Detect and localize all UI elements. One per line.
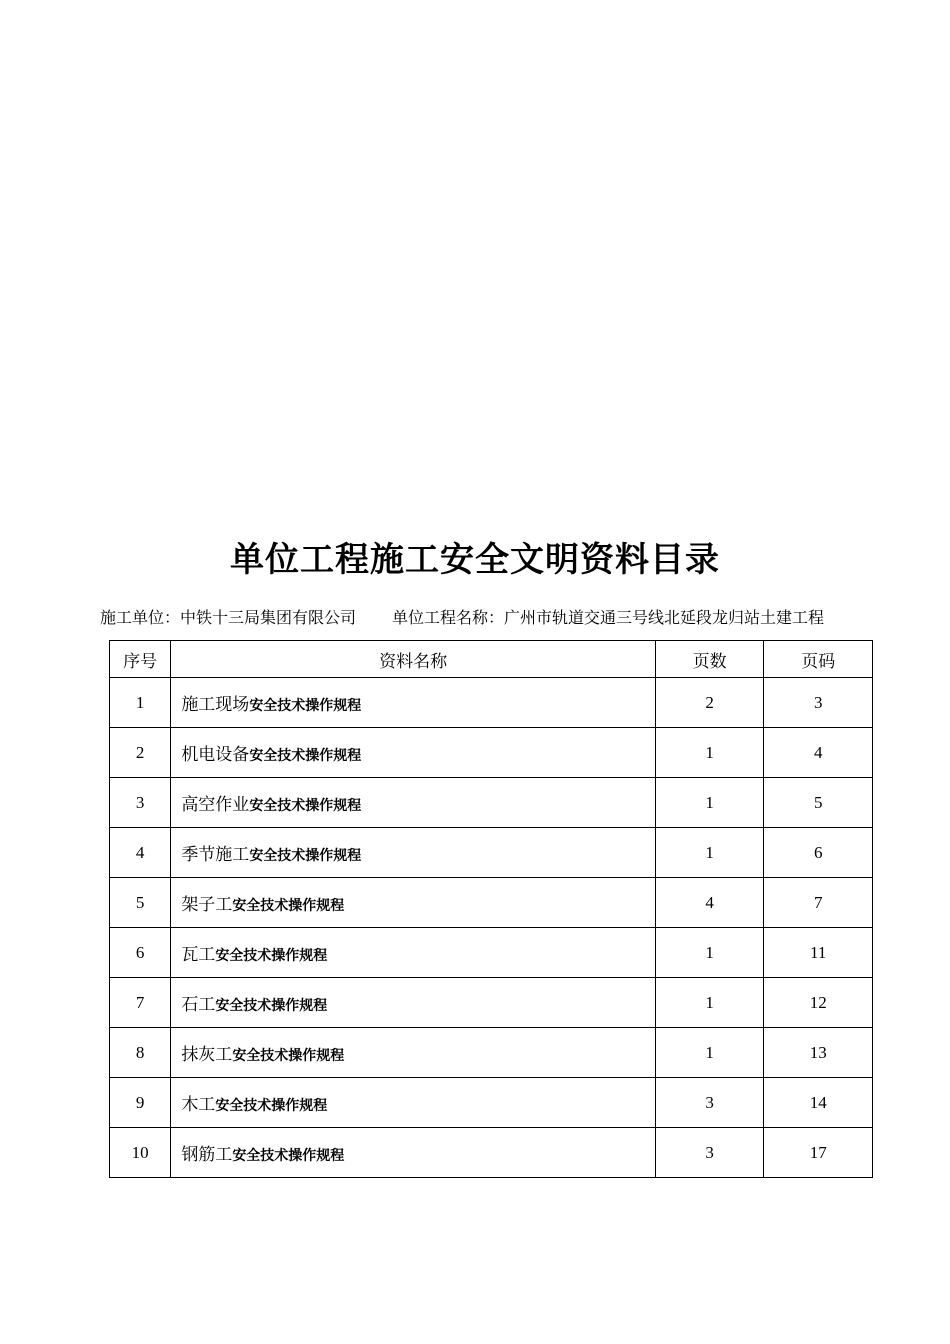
row-number: 3 [110,778,171,828]
document-name-suffix: 安全技术操作规程 [249,848,362,864]
row-page-count: 2 [655,678,764,728]
table-row [110,978,873,1028]
row-page-count: 1 [655,978,764,1028]
row-page-count: 3 [655,1078,764,1128]
table-row [110,828,873,878]
row-page-count: 3 [655,1128,764,1178]
document-name-main: 抹灰工 [181,1045,233,1065]
row-start-page: 3 [764,678,873,728]
row-document-name [171,978,656,1028]
header-number: 序号 [110,641,171,678]
table-row [110,678,873,728]
row-start-page: 12 [764,978,873,1028]
row-number: 9 [110,1078,171,1128]
row-document-name [171,678,656,728]
project-value: 广州市轨道交通三号线北延段龙归站土建工程 [504,608,825,627]
row-number: 5 [110,878,171,928]
row-number: 6 [110,928,171,978]
document-name-suffix: 安全技术操作规程 [249,748,362,764]
header-pages: 页数 [655,641,764,678]
document-name-suffix: 安全技术操作规程 [215,998,328,1014]
header-page-number: 页码 [764,641,873,678]
row-document-name [171,828,656,878]
document-name-suffix: 安全技术操作规程 [232,1048,345,1064]
row-page-count: 4 [655,878,764,928]
document-name-suffix: 安全技术操作规程 [249,798,362,814]
row-page-count: 1 [655,778,764,828]
table-row [110,1028,873,1078]
document-name-main: 季节施工 [181,845,250,865]
table-row [110,728,873,778]
row-start-page: 4 [764,728,873,778]
row-number: 10 [110,1128,171,1178]
row-start-page: 7 [764,878,873,928]
row-start-page: 13 [764,1028,873,1078]
document-name-main: 施工现场 [181,695,250,715]
document-name-main: 石工 [181,995,216,1015]
document-name-main: 架子工 [181,895,233,915]
row-document-name [171,728,656,778]
document-name-main: 高空作业 [181,795,250,815]
row-number: 4 [110,828,171,878]
row-number: 8 [110,1028,171,1078]
row-page-count: 1 [655,828,764,878]
row-document-name [171,878,656,928]
table-row [110,778,873,828]
document-name-main: 钢筋工 [181,1145,233,1165]
document-name-suffix: 安全技术操作规程 [215,948,328,964]
row-page-count: 1 [655,928,764,978]
table-row [110,1128,873,1178]
row-start-page: 17 [764,1128,873,1178]
row-document-name [171,1078,656,1128]
row-page-count: 1 [655,1028,764,1078]
document-name-suffix: 安全技术操作规程 [232,1148,345,1164]
document-name-suffix: 安全技术操作规程 [232,898,345,914]
row-number: 7 [110,978,171,1028]
table-body [110,678,873,1178]
document-name-main: 木工 [181,1095,216,1115]
document-name-suffix: 安全技术操作规程 [249,698,362,714]
row-number: 2 [110,728,171,778]
document-name-suffix: 安全技术操作规程 [215,1098,328,1114]
row-document-name [171,1028,656,1078]
table-row [110,928,873,978]
table-row [110,1078,873,1128]
table-header-row [110,641,873,678]
document-name-main: 瓦工 [181,945,216,965]
row-start-page: 14 [764,1078,873,1128]
contractor-value: 中铁十三局集团有限公司 [180,608,357,627]
document-name-main: 机电设备 [181,745,250,765]
header-name: 资料名称 [171,641,656,678]
project-info-line [100,606,880,630]
page-title: 单位工程施工安全文明资料目录 [230,540,720,580]
row-document-name [171,778,656,828]
row-document-name [171,1128,656,1178]
table-row [110,878,873,928]
row-start-page: 11 [764,928,873,978]
row-start-page: 6 [764,828,873,878]
catalog-table [109,640,873,1178]
row-number: 1 [110,678,171,728]
row-page-count: 1 [655,728,764,778]
project-label: 单位工程名称： [392,608,505,627]
row-document-name [171,928,656,978]
contractor-label: 施工单位： [100,608,181,627]
row-start-page: 5 [764,778,873,828]
